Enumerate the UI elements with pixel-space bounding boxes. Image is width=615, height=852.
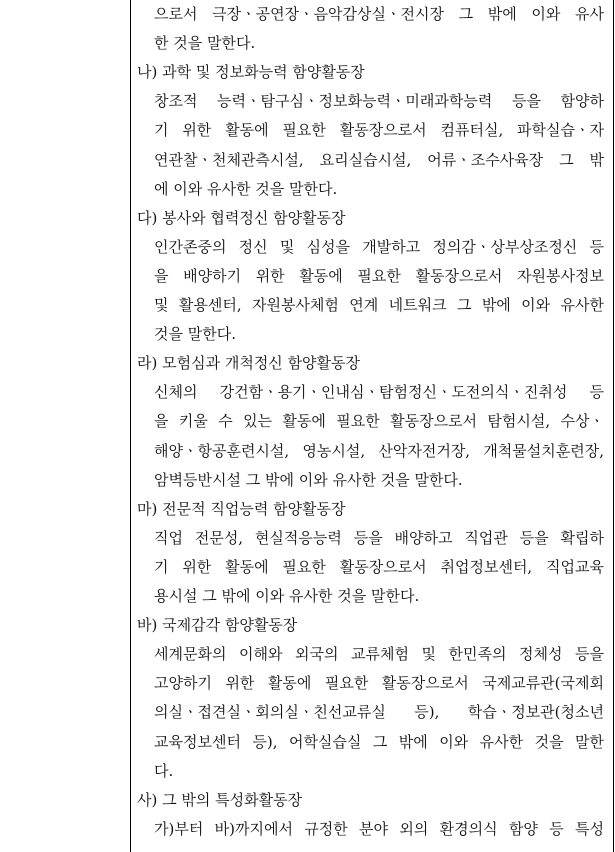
text-line: 고양하기 위한 활동에 필요한 활동장으로서 국제교류관(국제회 xyxy=(154,674,604,693)
text-line: 기 위한 활동에 필요한 활동장으로서 컴퓨터실, 파학실습ㆍ자 xyxy=(154,121,604,140)
text-line: 으로서 극장ㆍ공연장ㆍ음악감상실ㆍ전시장 그 밖에 이와 유사 xyxy=(154,5,604,23)
text-line: 을 배양하기 위한 활동에 필요한 활동장으로서 자원봉사정보 xyxy=(154,266,604,285)
text-line: 세계문화의 이해와 외국의 교류체험 및 한민족의 정체성 등을 xyxy=(154,645,604,664)
text-line: 교육정보센터 등), 어학실습실 그 밖에 이와 유사한 것을 말한 xyxy=(154,732,604,751)
text-line: 다. xyxy=(154,761,174,780)
text-line: 한 것을 말한다. xyxy=(154,34,256,53)
text-line: 및 활용센터, 자원봉사체험 연계 네트워크 그 밖에 이와 유사한 xyxy=(154,296,604,314)
text-line: 암벽등반시설 그 밖에 이와 유사한 것을 말한다. xyxy=(154,470,463,489)
text-line: 연관찰ㆍ천체관측시설, 요리실습시설, 어류ㆍ조수사육장 그 밖 xyxy=(154,150,604,169)
text-line: 의실ㆍ접견실ㆍ회의실ㆍ친선교류실 등), 학습ㆍ정보관(청소년 xyxy=(154,703,604,722)
table-left-border xyxy=(130,0,131,852)
section-heading: 라) 모험심과 개척정신 함양활동장 xyxy=(137,354,361,373)
text-line: 용시설 그 밖에 이와 유사한 것을 말한다. xyxy=(154,587,420,605)
section-heading: 다) 봉사와 협력정신 함양활동장 xyxy=(137,208,346,227)
section-heading: 사) 그 밖의 특성화활동장 xyxy=(137,790,303,809)
section-heading: 나) 과학 및 정보화능력 함양활동장 xyxy=(137,63,365,82)
text-line: 해양ㆍ항공훈련시설, 영농시설, 산악자전거장, 개척물설치훈련장, xyxy=(154,441,604,460)
text-line: 것을 말한다. xyxy=(154,325,236,344)
table-right-border xyxy=(613,0,614,852)
text-line: 직업 전문성, 현실적응능력 등을 배양하고 직업관 등을 확립하 xyxy=(154,528,604,547)
text-line: 에 이와 유사한 것을 말한다. xyxy=(154,179,338,198)
section-heading: 바) 국제감각 함양활동장 xyxy=(137,616,298,635)
text-line: 가)부터 바)까지에서 규정한 분야 외의 환경의식 함양 등 특성 xyxy=(154,819,604,838)
text-line: 신체의 강건함ㆍ용기ㆍ인내심ㆍ탐험정신ㆍ도전의식ㆍ진취성 등 xyxy=(154,383,604,402)
text-line: 을 키울 수 있는 활동에 필요한 활동장으로서 탐험시설, 수상ㆍ xyxy=(154,412,604,431)
text-line: 인간존중의 정신 및 심성을 개발하고 정의감ㆍ상부상조정신 등 xyxy=(154,237,604,256)
section-heading: 마) 전문적 직업능력 함양활동장 xyxy=(137,499,346,518)
text-line: 창조적 능력ㆍ탐구심ㆍ정보화능력ㆍ미래과학능력 등을 함양하 xyxy=(154,92,604,111)
text-line: 기 위한 활동에 필요한 활동장으로서 취업정보센터, 직업교육 xyxy=(154,557,604,576)
